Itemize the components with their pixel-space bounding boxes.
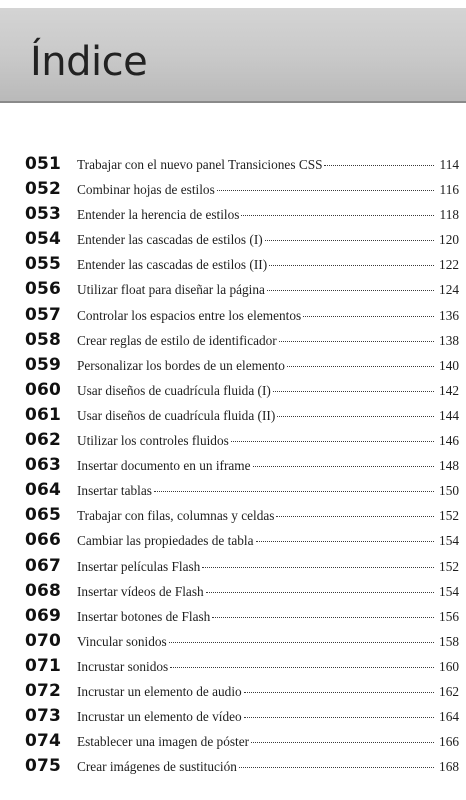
toc-entry[interactable]	[25, 154, 459, 179]
toc-dot-leader	[269, 265, 434, 266]
toc-dot-leader	[303, 316, 434, 317]
table-of-contents	[25, 154, 459, 781]
toc-dot-leader	[273, 391, 434, 392]
toc-entry-number: 061	[25, 404, 62, 425]
toc-entry-title[interactable]: Usar diseños de cuadrícula fluida (I)	[77, 382, 271, 398]
toc-entry-page: 160	[439, 658, 459, 674]
toc-entry-number: 068	[25, 580, 62, 601]
toc-entry-title[interactable]: Cambiar las propiedades de tabla	[77, 533, 254, 549]
toc-entry-page: 150	[439, 483, 459, 499]
toc-entry-number: 070	[25, 630, 62, 651]
toc-entry-page: 136	[439, 307, 459, 323]
toc-entry-page: 144	[439, 407, 459, 423]
toc-dot-leader	[212, 617, 434, 618]
toc-entry-page: 138	[439, 332, 459, 348]
toc-entry-title[interactable]: Trabajar con el nuevo panel Transiciones CSS	[77, 157, 323, 172]
toc-entry-number: 075	[25, 756, 62, 777]
toc-entry-number: 051	[25, 154, 62, 174]
toc-entry-number: 055	[25, 254, 62, 275]
toc-dot-leader	[241, 215, 434, 216]
toc-entry[interactable]	[25, 731, 459, 756]
toc-dot-leader	[251, 742, 434, 743]
toc-entry-title[interactable]: Entender las cascadas de estilos (I)	[77, 232, 263, 248]
toc-dot-leader	[287, 366, 434, 367]
toc-entry-page: 152	[439, 558, 459, 574]
toc-entry[interactable]	[25, 229, 459, 254]
toc-entry[interactable]	[25, 305, 459, 330]
toc-entry-page: 118	[439, 207, 459, 223]
toc-dot-leader	[231, 441, 434, 442]
toc-dot-leader	[154, 491, 434, 492]
toc-dot-leader	[217, 190, 434, 191]
toc-dot-leader	[169, 642, 434, 643]
toc-entry-title[interactable]: Insertar vídeos de Flash	[77, 583, 204, 599]
toc-entry[interactable]	[25, 505, 459, 530]
toc-entry-number: 059	[25, 354, 62, 375]
toc-entry-page: 168	[439, 759, 459, 775]
toc-entry-title[interactable]: Combinar hojas de estilos	[77, 182, 215, 198]
toc-entry[interactable]	[25, 556, 459, 581]
toc-entry-number: 057	[25, 304, 62, 325]
toc-entry-title[interactable]: Controlar los espacios entre los elementos	[77, 307, 302, 323]
toc-dot-leader	[239, 767, 434, 768]
toc-dot-leader	[277, 416, 434, 417]
toc-dot-leader	[170, 667, 434, 668]
toc-entry-title[interactable]: Vincular sonidos	[77, 633, 167, 649]
toc-dot-leader	[202, 567, 434, 568]
toc-entry-title[interactable]: Insertar documento en un iframe	[77, 458, 251, 474]
toc-dot-leader	[276, 516, 434, 517]
toc-dot-leader	[256, 541, 435, 542]
toc-entry[interactable]	[25, 179, 459, 204]
toc-entry-page: 140	[439, 357, 459, 373]
toc-entry-page: 120	[439, 232, 459, 248]
toc-dot-leader	[244, 692, 434, 693]
toc-entry[interactable]	[25, 480, 459, 505]
toc-entry-number: 058	[25, 329, 62, 350]
toc-entry[interactable]	[25, 355, 459, 380]
toc-entry-title[interactable]: Establecer una imagen de póster	[77, 734, 250, 750]
toc-dot-leader	[206, 592, 434, 593]
toc-entry-page: 114	[439, 157, 459, 172]
page-header	[0, 0, 466, 102]
toc-entry-number: 062	[25, 430, 62, 451]
header-top-margin	[0, 0, 466, 8]
toc-entry-title[interactable]: Insertar botones de Flash	[77, 608, 211, 624]
toc-dot-leader	[267, 290, 434, 291]
toc-entry[interactable]	[25, 530, 459, 555]
toc-entry[interactable]	[25, 706, 459, 731]
toc-entry-title[interactable]: Personalizar los bordes de un elemento	[77, 357, 285, 373]
toc-entry-page: 162	[439, 683, 459, 699]
toc-entry-page: 148	[439, 458, 459, 474]
toc-entry-page: 156	[439, 608, 459, 624]
toc-dot-leader	[279, 341, 434, 342]
toc-entry-title[interactable]: Incrustar un elemento de audio	[77, 683, 242, 699]
toc-entry[interactable]	[25, 455, 459, 480]
toc-entry-number: 066	[25, 530, 62, 551]
toc-entry-page: 122	[439, 257, 459, 273]
toc-entry[interactable]	[25, 204, 459, 229]
toc-entry-title[interactable]: Crear reglas de estilo de identificador	[77, 332, 277, 348]
toc-entry-number: 067	[25, 555, 62, 576]
toc-entry-title[interactable]: Entender las cascadas de estilos (II)	[77, 257, 268, 273]
toc-dot-leader	[265, 240, 434, 241]
toc-dot-leader	[244, 717, 434, 718]
toc-entry-number: 065	[25, 505, 62, 526]
toc-entry-title[interactable]: Entender la herencia de estilos	[77, 207, 240, 223]
toc-entry-number: 053	[25, 204, 62, 225]
toc-entry-number: 072	[25, 680, 62, 701]
toc-entry-number: 069	[25, 605, 62, 626]
toc-entry-title[interactable]: Usar diseños de cuadrícula fluida (II)	[77, 407, 276, 423]
toc-entry-page: 146	[439, 433, 459, 449]
toc-entry[interactable]	[25, 330, 459, 355]
toc-entry-page: 154	[439, 533, 459, 549]
toc-entry-title[interactable]: Insertar tablas	[77, 483, 152, 499]
toc-entry-number: 071	[25, 655, 62, 676]
toc-entry-number: 073	[25, 706, 62, 727]
toc-entry-number: 074	[25, 731, 62, 752]
toc-entry-number: 063	[25, 455, 62, 476]
toc-entry-number: 056	[25, 279, 62, 300]
toc-dot-leader	[324, 165, 434, 166]
toc-entry-number: 060	[25, 379, 62, 400]
toc-entry[interactable]	[25, 405, 459, 430]
toc-entry-page: 124	[439, 282, 459, 298]
toc-entry[interactable]	[25, 581, 459, 606]
toc-entry-page: 164	[439, 709, 459, 725]
toc-entry-title[interactable]: Trabajar con filas, columnas y celdas	[77, 508, 275, 524]
toc-entry-page: 142	[439, 382, 459, 398]
toc-entry[interactable]	[25, 631, 459, 656]
toc-entry[interactable]	[25, 756, 459, 781]
toc-entry-page: 116	[439, 182, 459, 198]
toc-entry-page: 166	[439, 734, 459, 750]
toc-entry-number: 052	[25, 179, 62, 200]
toc-entry-page: 158	[439, 633, 459, 649]
toc-entry[interactable]	[25, 279, 459, 304]
toc-entry-title[interactable]: Utilizar los controles fluidos	[77, 433, 229, 449]
toc-entry-page: 154	[439, 583, 459, 599]
toc-entry[interactable]	[25, 254, 459, 279]
toc-entry-page: 152	[439, 508, 459, 524]
toc-entry-number: 064	[25, 480, 62, 501]
toc-entry-title[interactable]: Incrustar un elemento de vídeo	[77, 709, 242, 725]
toc-entry-title[interactable]: Utilizar float para diseñar la página	[77, 282, 265, 298]
toc-entry-title[interactable]: Crear imágenes de sustitución	[77, 759, 237, 775]
toc-entry-title[interactable]: Incrustar sonidos	[77, 658, 169, 674]
toc-entry[interactable]	[25, 430, 459, 455]
toc-entry-number: 054	[25, 229, 62, 250]
toc-entry[interactable]	[25, 606, 459, 631]
toc-entry[interactable]	[25, 380, 459, 405]
toc-entry[interactable]	[25, 656, 459, 681]
toc-dot-leader	[253, 466, 434, 467]
toc-entry[interactable]	[25, 681, 459, 706]
header-divider	[0, 101, 466, 103]
toc-entry-title[interactable]: Insertar películas Flash	[77, 558, 201, 574]
page-title: Índice	[30, 39, 148, 85]
